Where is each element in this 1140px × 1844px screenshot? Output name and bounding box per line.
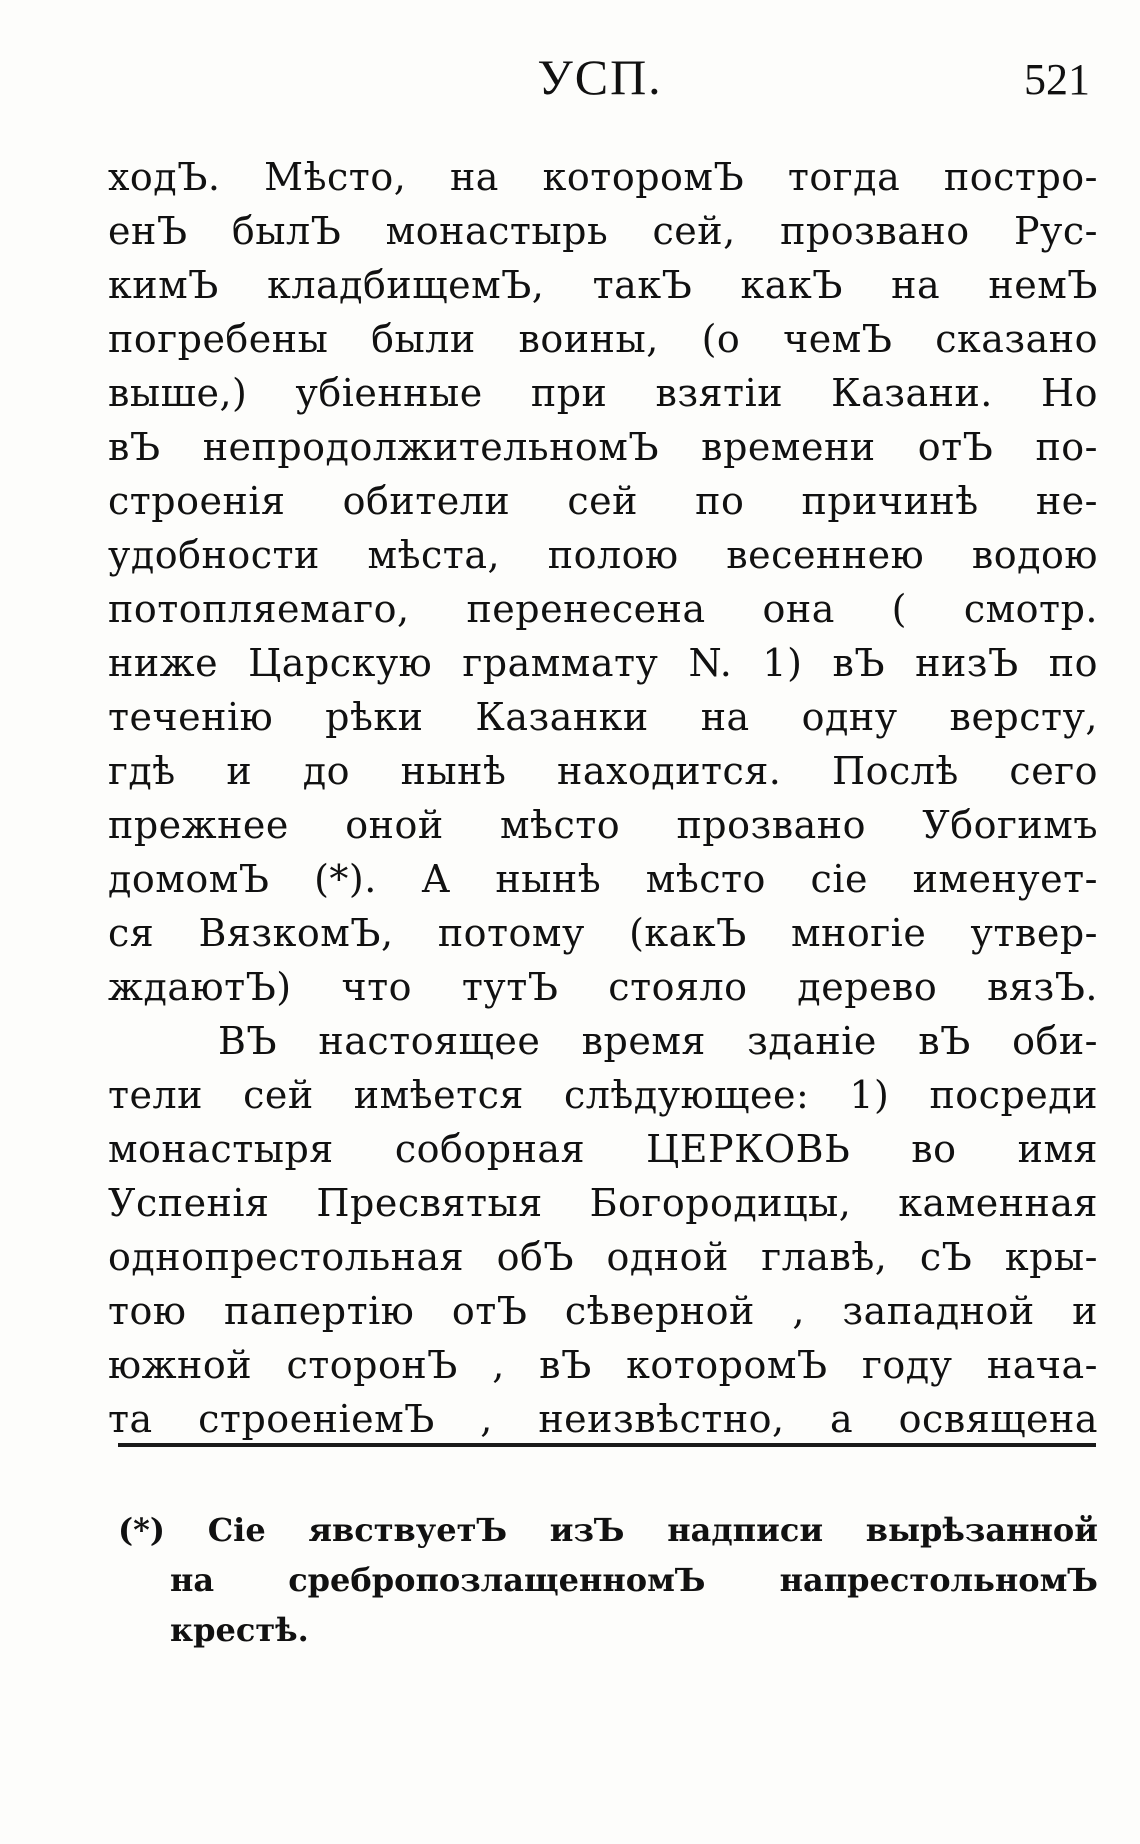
text-line: домомЪ (*). А нынѣ мѣсто сіе именует- xyxy=(108,857,1098,901)
text-line: ходЪ. Мѣсто, на которомЪ тогда постро- xyxy=(108,155,1098,199)
text-line: прежнее оной мѣсто прозвано Убогимъ xyxy=(108,803,1098,847)
text-line: гдѣ и до нынѣ находится. Послѣ сего xyxy=(108,749,1098,793)
text-line: погребены были воины, (о чемЪ сказано xyxy=(108,317,1098,361)
text-line: южной сторонЪ , вЪ которомЪ году нача- xyxy=(108,1343,1098,1387)
footnote-line: крестѣ. xyxy=(170,1611,309,1649)
running-head: УСП. xyxy=(537,49,663,105)
footnote xyxy=(118,1505,1098,1655)
text-line: теченію рѣки Казанки на одну версту, xyxy=(108,695,1098,739)
text-line: кимЪ кладбищемЪ, такЪ какЪ на немЪ xyxy=(108,263,1098,307)
footnote-line: (*) Сіе явствуетЪ изЪ надписи вырѣзанной xyxy=(118,1511,1098,1549)
text-line: ся ВязкомЪ, потому (какЪ многіе утвер- xyxy=(108,911,1098,955)
text-line: удобности мѣста, полою весеннею водою xyxy=(108,533,1098,577)
text-line: ниже Царскую граммату N. 1) вЪ низЪ по xyxy=(108,641,1098,685)
footnote-separator-rule xyxy=(118,1443,1096,1447)
text-line: строенія обители сей по причинѣ не- xyxy=(108,479,1098,523)
text-line: енЪ былЪ монастырь сей, прозвано Рус- xyxy=(108,209,1098,253)
footnote-line: на сребропозлащенномЪ напрестольномЪ xyxy=(170,1561,1098,1599)
text-line: выше,) убіенные при взятіи Казани. Но xyxy=(108,371,1098,415)
page-header xyxy=(110,48,1090,118)
text-line: та строеніемЪ , неизвѣстно, а освящена xyxy=(108,1397,1098,1441)
main-text xyxy=(108,150,1098,1446)
text-line: однопрестольная обЪ одной главѣ, сЪ кры- xyxy=(108,1235,1098,1279)
page-number: 521 xyxy=(1024,55,1090,104)
text-line: вЪ непродолжительномЪ времени отЪ по- xyxy=(108,425,1098,469)
text-line: тою папертію отЪ сѣверной , западной и xyxy=(108,1289,1098,1333)
text-line: монастыря соборная ЦЕРКОВЬ во имя xyxy=(108,1127,1098,1171)
paragraph-start-line: ВЪ настоящее время зданіе вЪ оби- xyxy=(218,1019,1098,1063)
text-line: ждаютЪ) что тутЪ стояло дерево вязЪ. xyxy=(108,965,1098,1009)
text-line: Успенія Пресвятыя Богородицы, каменная xyxy=(108,1181,1098,1225)
text-line: тели сей имѣется слѣдующее: 1) посреди xyxy=(108,1073,1098,1117)
text-line: потопляемаго, перенесена она ( смотр. xyxy=(108,587,1098,631)
